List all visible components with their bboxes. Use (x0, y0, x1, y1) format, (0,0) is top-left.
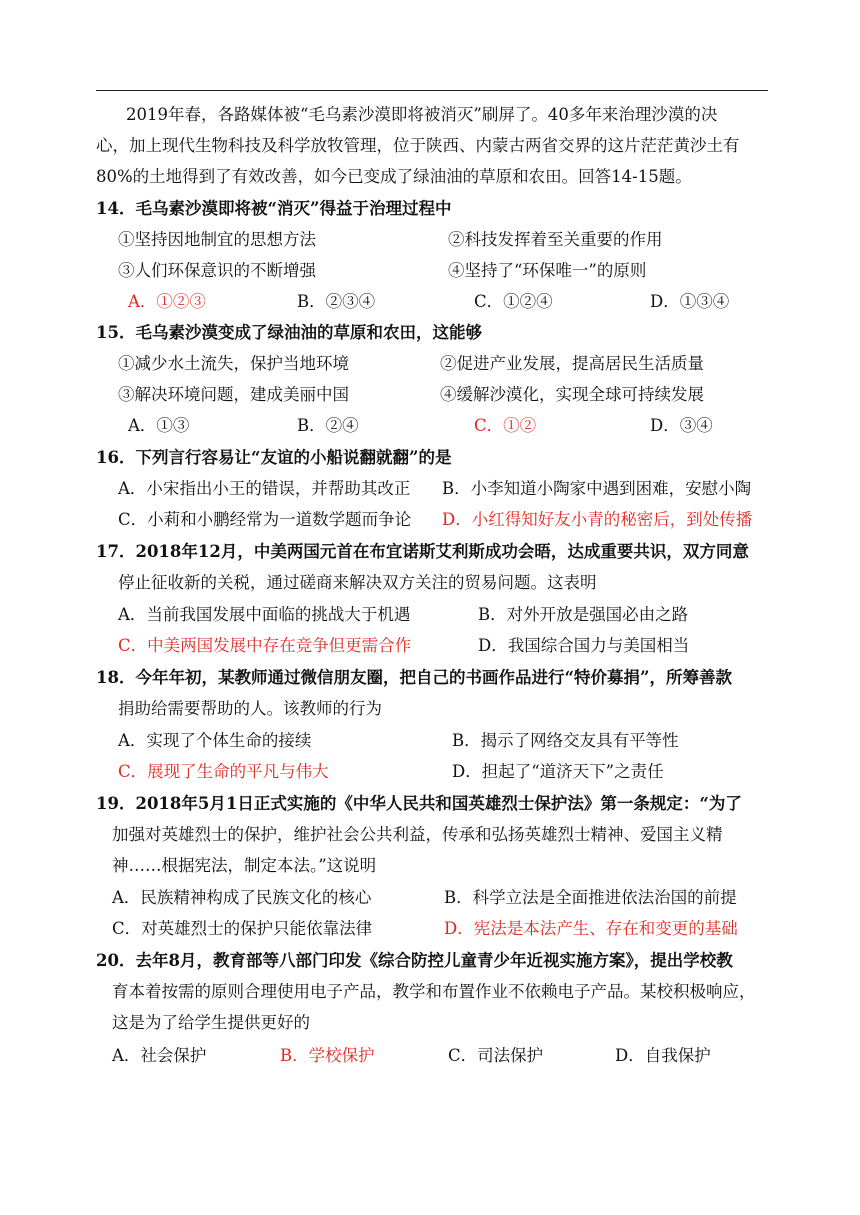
q15-option-b: B．②④ (297, 416, 359, 435)
question-17-stem-1: 17．2018年12月，中美两国元首在布宜诺斯艾利斯成功会晤，达成重要共识，双方同意 (96, 542, 749, 561)
question-15-stem: 15．毛乌素沙漠变成了绿油油的草原和农田，这能够 (96, 323, 482, 342)
q19-option-b: B．科学立法是全面推进依法治国的前提 (444, 888, 737, 907)
intro-line-1: 2019年春，各路媒体被“毛乌素沙漠即将被消灭”刷屏了。40多年来治理沙漠的决 (126, 105, 718, 124)
q16-option-a: A．小宋指出小王的错误，并帮助其改正 (118, 479, 411, 498)
q15-statement-3: ③解决环境问题，建成美丽中国 (118, 385, 349, 404)
q15-statement-4: ④缓解沙漠化，实现全球可持续发展 (440, 385, 704, 404)
q18-option-b: B．揭示了网络交友具有平等性 (452, 731, 679, 750)
header-rule (96, 90, 768, 91)
intro-line-3: 80%的土地得到了有效改善，如今已变成了绿油油的草原和农田。回答14-15题。 (96, 167, 692, 186)
q18-option-a: A．实现了个体生命的接续 (118, 731, 312, 750)
intro-line-2: 心，加上现代生物科技及科学放牧管理，位于陕西、内蒙古两省交界的这片茫茫黄沙土有 (96, 136, 740, 155)
question-18-stem-2: 捐助给需要帮助的人。该教师的行为 (118, 699, 382, 718)
q17-option-d: D．我国综合国力与美国相当 (478, 636, 690, 655)
q15-statement-1: ①减少水土流失，保护当地环境 (118, 354, 349, 373)
q14-option-b: B．②③④ (297, 292, 376, 311)
q15-option-a: A．①③ (128, 416, 190, 435)
q19-option-d: D．宪法是本法产生、存在和变更的基础 (444, 919, 738, 938)
q14-statement-3: ③人们环保意识的不断增强 (118, 261, 316, 280)
q15-option-c: C．①② (474, 416, 537, 435)
q17-option-b: B．对外开放是强国必由之路 (478, 605, 689, 624)
question-16-stem: 16．下列言行容易让“友谊的小船说翻就翻”的是 (96, 448, 452, 467)
q19-option-a: A．民族精神构成了民族文化的核心 (112, 888, 372, 907)
question-19-stem-2: 加强对英雄烈士的保护，维护社会公共利益，传承和弘扬英雄烈士精神、爱国主义精 (112, 825, 723, 844)
q14-statement-4: ④坚持了“环保唯一”的原则 (448, 261, 647, 280)
question-17-stem-2: 停止征收新的关税，通过磋商来解决双方关注的贸易问题。这表明 (118, 573, 597, 592)
question-14-stem: 14．毛乌素沙漠即将被“消灭”得益于治理过程中 (96, 199, 452, 218)
question-19-stem-3: 神……根据宪法，制定本法。”这说明 (112, 856, 377, 875)
q14-option-d: D．①③④ (650, 292, 730, 311)
q20-option-d: D．自我保护 (615, 1046, 711, 1065)
q16-option-b: B．小李知道小陶家中遇到困难，安慰小陶 (442, 479, 752, 498)
q15-statement-2: ②促进产业发展，提高居民生活质量 (440, 354, 704, 373)
q16-option-c: C．小莉和小鹏经常为一道数学题而争论 (118, 510, 412, 529)
question-18-stem-1: 18．今年年初，某教师通过微信朋友圈，把自己的书画作品进行“特价募捐”，所筹善款 (96, 668, 732, 687)
q18-option-d: D．担起了“道济天下”之责任 (452, 762, 664, 781)
q14-statement-1: ①坚持因地制宜的思想方法 (118, 230, 316, 249)
q17-option-a: A．当前我国发展中面临的挑战大于机遇 (118, 605, 411, 624)
q20-option-c: C．司法保护 (448, 1046, 544, 1065)
q16-option-d: D．小红得知好友小青的秘密后，到处传播 (442, 510, 753, 529)
q15-option-d: D．③④ (650, 416, 713, 435)
question-19-stem-1: 19．2018年5月1日正式实施的《中华人民共和国英雄烈士保护法》第一条规定：“为了 (96, 794, 742, 813)
q14-option-a: A．①②③ (128, 292, 206, 311)
q14-option-c: C．①②④ (474, 292, 553, 311)
q20-option-a: A．社会保护 (112, 1046, 207, 1065)
q19-option-c: C．对英雄烈士的保护只能依靠法律 (112, 919, 373, 938)
q18-option-c: C．展现了生命的平凡与伟大 (118, 762, 329, 781)
question-20-stem-3: 这是为了给学生提供更好的 (112, 1013, 310, 1032)
q20-option-b: B．学校保护 (280, 1046, 375, 1065)
question-20-stem-2: 育本着按需的原则合理使用电子产品，教学和布置作业不依赖电子产品。某校积极响应， (112, 982, 756, 1001)
question-20-stem-1: 20．去年8月，教育部等八部门印发《综合防控儿童青少年近视实施方案》，提出学校教 (96, 951, 733, 970)
q14-statement-2: ②科技发挥着至关重要的作用 (448, 230, 663, 249)
q17-option-c: C．中美两国发展中存在竞争但更需合作 (118, 636, 412, 655)
